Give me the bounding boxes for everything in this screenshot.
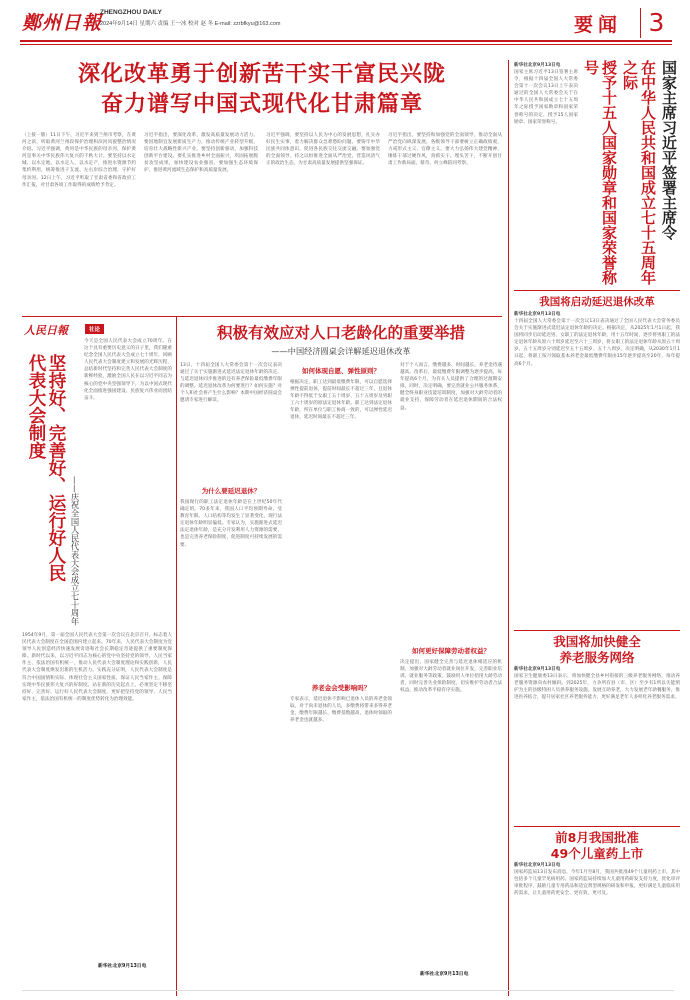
page-bottom-rule: [22, 990, 674, 991]
aging-subhead-pension: 养老金会受影响吗？: [311, 684, 371, 692]
aging-column-1: [180, 362, 282, 970]
peoples-daily-logo: 人民日報: [24, 324, 68, 337]
elderly-care-headline[interactable]: [514, 630, 680, 666]
children-drug-dateline: 新华社北京9月13日电: [514, 863, 561, 868]
newspaper-logo: 鄭州日報: [22, 12, 103, 34]
children-drug-headline-line2: 49个儿童药上市: [550, 846, 644, 861]
commentary-subtitle: ——庆祝全国人民代表大会成立七十周年: [70, 476, 80, 626]
masthead: [0, 0, 690, 58]
elderly-care-dateline: 新华社北京9月13日电: [514, 667, 561, 672]
elderly-care-headline-line1: 我国将加快健全: [553, 634, 641, 649]
honor-headline-line2: 授予十五人国家勋章和国家荣誉称号: [582, 60, 618, 285]
retirement-dateline: 新华社北京9月13日电: [514, 312, 561, 317]
lead-headline-line2: 奋力谱写中国式现代化甘肃篇章: [100, 92, 423, 117]
aging-subheadline: ——中国经济圆桌会详解延迟退休改革: [271, 346, 411, 356]
honor-headline[interactable]: [582, 60, 678, 290]
honor-headline-line1: 在中华人民共和国成立七十五周年之际: [621, 60, 657, 285]
elderly-care-headline-line2: 养老服务网络: [559, 650, 635, 665]
lead-column-3: 习近平强调，要坚持以人民为中心的发展思想，扎实办好民生实事，着力解决群众急难愁盼问题。要铸牢中华民族共同体意识，促进各民族交往交流交融。要加强党的全面领导，持之以恒推进全面从严治党，营造风清气正的政治生态，为甘肃高质量发展提供坚强保证。: [266, 133, 380, 167]
aging-why-text: 我国现行的职工法定退休年龄是在上世纪50年代确定的。70多年来，我国人口平均预期寿命、受教育年限、人口结构等均发生了显著变化，现行法定退休年龄明显偏低。专家认为，实施渐进式延迟法定退休年龄，是充分开发利用人力资源的需要，也是完善养老保险制度、促进制度可持续发展的需要。: [180, 500, 282, 548]
commentary-body: 1954年9月，第一届全国人民代表大会第一次会议在北京召开，标志着人民代表大会制度在全国范围内建立起来。70年来，人民代表大会制度为党领导人民创造经济快速发展奇迹和社会长期稳定奇迹提供了重要制度保障。新时代以来，以习近平同志为核心的党中央坚持党的领导、人民当家作主、依法治国有机统一，推动人民代表大会制度理论和实践创新，人民代表大会制度焕发出新的生机活力。实践充分证明，人民代表大会制度是符合中国国情和实际、体现社会主义国家性质、保证人民当家作主、保障实现中华民族伟大复兴的好制度。站在新的历史起点上，必须坚定不移坚持好、完善好、运行好人民代表大会制度，更好把坚持党的领导、人民当家作主、依法治国有机统一的制度优势转化为治理效能。: [22, 633, 172, 702]
newspaper-name-en: ZHENGZHOU DAILY: [100, 9, 162, 16]
aging-end-mark: 新华社北京9月13日电: [420, 972, 469, 977]
lead-column-4: 习近平指出，要坚持和加强党的全面领导，推动全面从严治党向纵深发展。各级领导干部要树立正确政绩观，力戒形式主义、官僚主义。要大力弘扬伟大建党精神，锤炼干部过硬作风，真抓实干、埋头苦干，不断开创甘肃工作新局面。蔡奇、何立峰陪同考察。: [388, 133, 502, 167]
commentary-top-rule: [22, 316, 502, 317]
commentary-intro: 今天是全国人民代表大会成立70周年。在这个具有重要历史意义的日子里，我们隆重纪念全国人民代表大会成立七十周年，回顾人民代表大会制度建立和发展的光辉历程，总结新时代坚持和完善人民代表大会制度的新鲜经验，激励全国人民在以习近平同志为核心的党中央坚强领导下，为以中国式现代化全面推进强国建设、民族复兴伟业而团结奋斗。: [84, 339, 172, 401]
elderly-care-article: [514, 630, 680, 820]
aging-subhead-flexible: 如何体现自愿、弹性原则？: [302, 367, 380, 375]
honor-dateline: 新华社北京9月13日电: [514, 63, 561, 68]
aging-headline[interactable]: 积极有效应对人口老龄化的重要举措: [216, 324, 465, 342]
lead-column-2: 习近平指出，要深化改革，激发高质量发展动力活力。要因地制宜发展新质生产力，推动传统产业转型升级，培育壮大战略性新兴产业。要坚持创新驱动，加强科技创新平台建设。要扎实推进乡村全面振兴，巩固拓展脱贫攻坚成果，加快建设农业强省。要加强生态环境保护，推进黄河流域生态保护和高质量发展。: [144, 133, 258, 174]
lead-headline-line1: 深化改革勇于创新苦干实干富民兴陇: [77, 62, 446, 87]
aging-column-2: [290, 362, 392, 970]
edition-info: 2024年9月14日 星期六 责编 王一冰 校对 赵 冬 E-mail: zzrbfkyu@163.com: [100, 21, 281, 27]
commentary-headline-line2: 运行好人民代表大会制度: [26, 354, 66, 582]
elderly-care-text: 国家卫生健康委13日表示，将加快健全县乡村衔接的三级养老服务网络，推动养老服务资源向农村倾斜。到2025年，力争所有县（市、区）至少有1所以失能照护为主的县级特困人员供养服务设施。发展互助养老，大力发展老年助餐服务，推进医养结合，提升居家社区养老服务能力，更好满足老年人多样化养老服务需求。: [514, 674, 680, 701]
aging-subhead-rights: 如何更好保障劳动者权益？: [412, 647, 490, 655]
commentary-headline[interactable]: [26, 354, 66, 594]
masthead-rule-thin: [20, 44, 672, 45]
children-drug-headline[interactable]: [514, 826, 680, 862]
children-drug-article: [514, 826, 680, 990]
aging-column-3: [400, 362, 502, 970]
aging-article-body: [180, 362, 502, 970]
aging-flexible-text: 根据决定，职工达到最低缴费年限，可以自愿选择弹性提前退休，提前时间最长不超过三年，且退休年龄不得低于女职工五十周岁、五十五周岁及男职工六十周岁的原法定退休年龄。职工达到法定退休年龄，所在单位与职工协商一致的，可以弹性延迟退休，延迟时间最长不超过三年。: [290, 380, 392, 421]
lead-article-body: [22, 132, 502, 310]
retirement-article: [514, 290, 680, 620]
aging-col3-text: 对于个人而言，缴费越多、时间越长，养老金待遇越高。改革后，最低缴费年限调整为逐步提高，每年提高6个月，为有关人员提供了合理的过渡期安排。同时，决定明确，要完善就业公共服务体系，健全终身职业技能培训制度，加强对大龄劳动者的就业支持，保障劳动者在延迟退休期间的合法权益。: [400, 363, 502, 411]
section-title: 要闻: [574, 14, 623, 36]
aging-subhead-why: 为什么要延迟退休？: [201, 487, 261, 495]
children-drug-headline-line1: 前8月我国批准: [555, 830, 639, 845]
retirement-text: 十四届全国人大常委会第十一次会议13日表决通过了全国人民代表大会常务委员会关于实施渐进式延迟法定退休年龄的决定。根据决定，从2025年1月1日起，我国将同步启动延迟男、女职工的法定退休年龄，用十五年时间，逐步将男职工的法定退休年龄从原六十周岁延迟至六十三周岁，将女职工的法定退休年龄从原五十周岁、五十五周岁分别延迟至五十五周岁、五十八周岁。决定明确，从2030年1月1日起，将职工按月领取基本养老金最低缴费年限由15年逐步提高至20年，每年提高6个月。: [514, 319, 680, 367]
children-drug-text: 国家药监局13日发布消息，今年1月至8月，我国共批准49个儿童用药上市，其中包括多个儿童罕见病用药。国家药监局持续加大儿童用药研发支持力度，优化审评审批程序，鼓励儿童专用药品和适宜剂型规格的研发和申报，更好满足儿童临床用药需求，让儿童用药更安全、更有效、更可及。: [514, 870, 680, 897]
commentary-divider: [176, 316, 177, 996]
honor-headline-kicker: 国家主席习近平签署主席令: [660, 60, 678, 240]
aging-pension-text: 专家表示，延迟退休不影响已退休人员的养老金领取。对于尚未退休的人员，多缴费将带来多得养老金，缴费年限越长、缴费基数越高，退休时领取的养老金也就越多。: [290, 697, 392, 724]
aging-intro: 13日，十四届全国人大常委会第十一次会议表决通过了关于实施渐进式延迟法定退休年龄的决定。与延迟退休同步推进的还有养老保险最低缴费年限的调整。延迟退休改革为何要进行？如何实施？对个人和社会将产生什么影响？本期中国经济圆桌会邀请专家进行解读。: [180, 363, 282, 404]
honor-article-body: [514, 62, 578, 274]
commentary-end-mark: 新华社北京9月13日电: [98, 964, 147, 969]
aging-rights-text: 决定提出，国家健全完善与延迟退休相适应的机制，加强对大龄劳动者就业岗位开发，完善职业培训、就业服务等政策，鼓励用人单位招用大龄劳动者，同时完善失业保险制度，切实维护劳动者合法权益，推动改革平稳有序实施。: [400, 660, 502, 694]
right-column-divider: [508, 60, 509, 996]
editorial-tag: 社论: [85, 324, 104, 334]
page-number: 3: [640, 8, 672, 38]
masthead-rule: [20, 40, 672, 42]
retirement-headline[interactable]: 我国将启动延迟退休改革: [514, 290, 680, 311]
lead-headline[interactable]: [22, 60, 502, 120]
lead-column-1: （上接一版）11日下午，习近平来到兰州市考察，在黄河之滨，听取黄河兰州段保护治理和滨河风貌整治情况介绍。习近平强调，黄河是中华民族的母亲河，保护黄河是事关中华民族伟大复兴的千秋大计。要坚持以水定城、以水定地、以水定人、以水定产，推进水资源节约集约利用，统筹推进干支流、左右岸综合治理，守护好母亲河。12日上午，习近平听取了甘肃省委和省政府工作汇报，对甘肃各项工作取得的成绩给予肯定。: [22, 133, 136, 188]
commentary-headline-line1: 坚持好、完善好、: [46, 354, 66, 494]
honor-text: 国家主席习近平13日签署主席令，根据十四届全国人大常委会第十一次会议13日上午表决通过的全国人大常委会关于在中华人民共和国成立七十五周年之际授予国家勋章和国家荣誉称号的决定，授予15人国家勋章、国家荣誉称号。: [514, 70, 578, 125]
